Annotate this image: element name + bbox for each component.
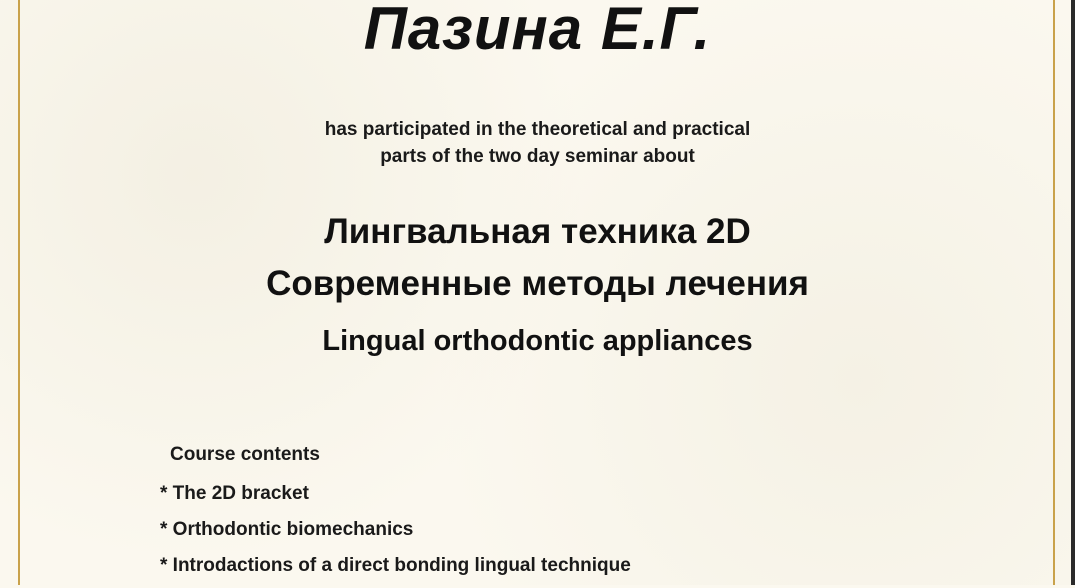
course-contents-item: * Introdactions of a direct bonding lingual technique [160, 555, 631, 576]
participation-statement [0, 116, 1075, 170]
seminar-title-ru-line-1: Лингвальная техника 2D [324, 212, 751, 251]
course-contents-item: * The 2D bracket [160, 483, 309, 504]
recipient-name: Пазина Е.Г. [363, 0, 712, 62]
seminar-title-ru-line-2: Современные методы лечения [266, 264, 809, 303]
participation-line-1: has participated in the theoretical and practical [324, 119, 751, 140]
participation-line-2: parts of the two day seminar about [380, 146, 695, 167]
course-contents-item: * Orthodontic biomechanics [160, 519, 414, 540]
course-contents-heading: Course contents [170, 444, 320, 465]
seminar-title-en: Lingual orthodontic appliances [322, 325, 753, 357]
course-contents-list [160, 480, 631, 588]
